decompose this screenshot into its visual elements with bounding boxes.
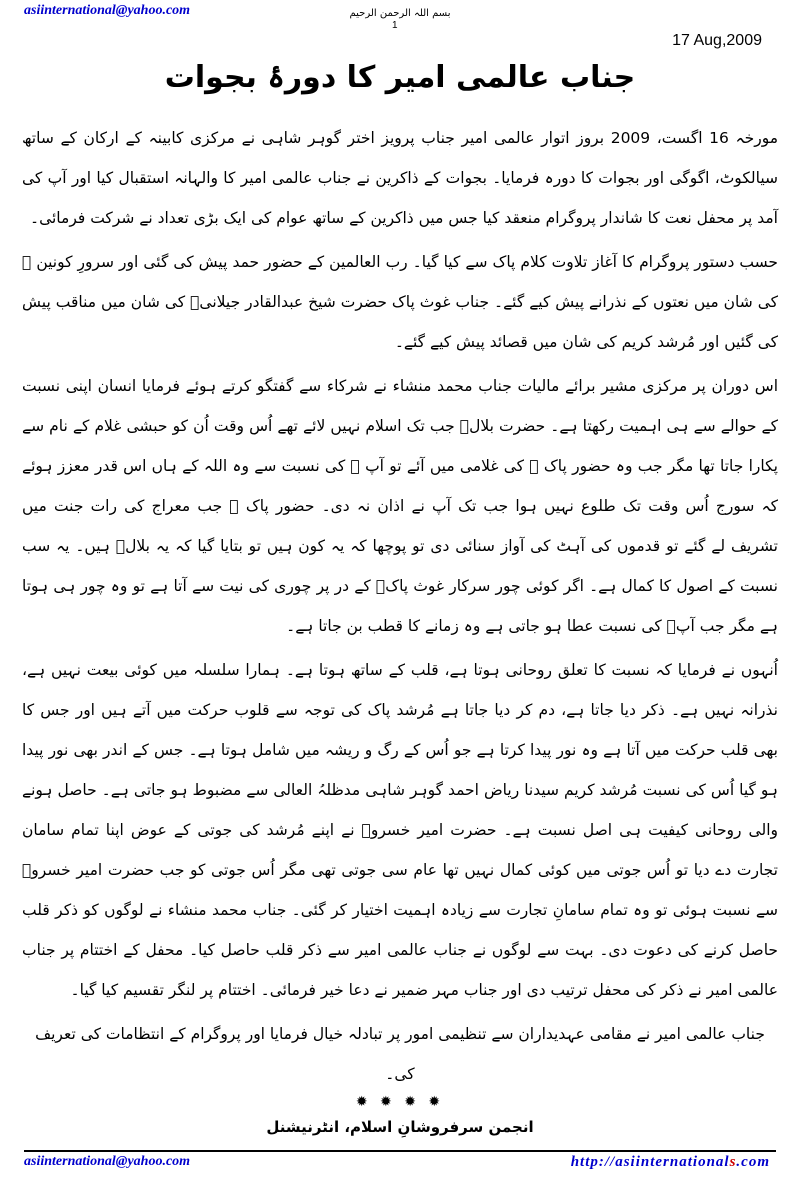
organization-name: انجمن سرفروشانِ اسلام، انٹرنیشنل bbox=[266, 1118, 534, 1136]
article-title: جناب عالمی امیر کا دورۂ بجوات bbox=[164, 60, 636, 95]
paragraph-program: حسب دستور پروگرام کا آغاز تلاوت کلام پاک سے کیا گیا۔ رب العالمین کے حضور حمد پیش کی گئی اور سرورِ کونین ﷺ کی شان میں نعتوں کے نذرانے پیش کیے گئے۔ جناب غوث پاک حضرت شیخ عبدالقادر جیلانیؒ کی شان میں مناقب پیش کی گئیں اور مُرشد کریم کی شان میں قصائد پیش کیے گئے۔ bbox=[22, 253, 778, 351]
url-suffix: .com bbox=[736, 1154, 770, 1170]
footer-website-link[interactable] bbox=[571, 1154, 770, 1171]
footer-email-link[interactable]: asiinternational@yahoo.com bbox=[24, 1154, 191, 1169]
paragraph-speech: اس دوران پر مرکزی مشیر برائے مالیات جناب محمد منشاء نے شرکاء سے گفتگو کرتے ہوئے فرمایا انسان اپنی نسبت کے حوالے سے ہی اہمیت رکھتا ہے۔ حضرت بلالؓ جب تک اسلام نہیں لائے تھے اُس وقت اُن کو حبشی غلام کے نام سے پکارا جاتا تھا مگر جب وہ حضور پاک ﷺ کی غلامی میں آئے تو آپ ﷺ کی نسبت سے وہ اللہ کے ہاں اس قدر معزز ہوئے کہ سورج اُس وقت تک طلوع نہیں ہوا جب تک آپ نے اذان نہ دی۔ حضور پاک ﷺ جب معراج کی رات جنت میں تشریف لے گئے تو قدموں کی آہٹ کی آواز سنائی دی تو پوچھا کہ یہ کون ہیں تو بتایا گیا کہ یہ بلالؓ ہیں۔ یہ سب نسبت کے اصول کا کمال ہے۔ اگر کوئی چور سرکار غوث پاکؓ کے در پر چوری کی نیت سے آتا ہے تو وہ چور ہی ہوتا ہے مگر جب آپؓ کی نسبت عطا ہو جاتی ہے وہ زمانے کا قطب بن جاتا ہے۔ bbox=[22, 377, 778, 635]
header-email-link[interactable]: asiinternational@yahoo.com bbox=[24, 3, 191, 18]
bismillah-heading: بسم اللہ الرحمن الرحیم bbox=[349, 8, 451, 19]
article-date: 17 Aug,2009 bbox=[672, 32, 762, 49]
page-number: 1 bbox=[392, 20, 398, 31]
footer-divider bbox=[24, 1150, 776, 1152]
url-prefix: http://asiinternational bbox=[570, 1154, 730, 1170]
paragraph-intro: مورخہ 16 اگست، 2009 بروز اتوار عالمی امیر جناب پرویز اختر گوہر شاہی نے مرکزی کابینہ کے ارکان کے ساتھ سیالکوٹ، اگوگی اور بجوات کا دورہ فرمایا۔ بجوات کے ذاکرین نے جناب عالمی امیر کا والہانہ استقبال کیا اور آپ کی آمد پر محفل نعت کا شاندار پروگرام منعقد کیا جس میں ذاکرین کے ساتھ عوام کی ایک بڑی تعداد نے شرکت فرمائی۔ bbox=[22, 129, 779, 227]
paragraph-closing: جناب عالمی امیر نے مقامی عہدیداران سے تنظیمی امور پر تبادلہ خیال فرمایا اور پروگرام کے انتظامات کی تعریف کی۔ bbox=[35, 1025, 765, 1083]
paragraph-nisbat: اُنہوں نے فرمایا کہ نسبت کا تعلق روحانی ہوتا ہے، قلب کے ساتھ ہوتا ہے۔ ہمارا سلسلہ میں کوئی بیعت نہیں ہے، نذرانہ نہیں ہے۔ ذکر دیا جاتا ہے، دم کر دیا جاتا ہے مُرشد پاک کی توجہ سے قلوب حرکت میں آتے ہیں اور جس کا بھی قلب حرکت میں آتا ہے وہ نور پیدا کرتا ہے جو اُس کے رگ و ریشہ میں شامل ہوتا ہے۔ جس کے اندر بھی نور پیدا ہو گیا اُس کی نسبت مُرشد کریم سیدنا ریاض احمد گوہر شاہی مدظلہُ العالی سے مضبوط ہو جاتی ہے۔ حاصل ہونے والی روحانی کیفیت ہی اصل نسبت ہے۔ حضرت امیر خسروؒ نے اپنے مُرشد کی جوتی کے عوض اپنا تمام سامان تجارت دے دیا تو اُس جوتی میں کوئی کمال نہیں تھا عام سی جوتی تھی مگر اُس جوتی کو جب حضرت امیر خسروؒ سے نسبت ہوئی تو وہ تمام سامانِ تجارت سے زیادہ اہمیت اختیار کر گئی۔ جناب محمد منشاء نے لوگوں کو ذکر قلب حاصل کرنے کی دعوت دی۔ بہت سے لوگوں نے جناب عالمی امیر سے ذکر قلب حاصل کیا۔ محفل کے اختتام پر جناب عالمی امیر نے ذکر کی محفل ترتیب دی اور جناب مہر ضمیر نے دعا خیر فرمائی۔ اختتام پر لنگر تقسیم کیا گیا۔ bbox=[22, 661, 778, 999]
article-body bbox=[22, 118, 778, 1098]
url-accent-letter: s bbox=[729, 1154, 737, 1170]
star-separator-icon: ✹ ✹ ✹ ✹ bbox=[355, 1094, 445, 1110]
